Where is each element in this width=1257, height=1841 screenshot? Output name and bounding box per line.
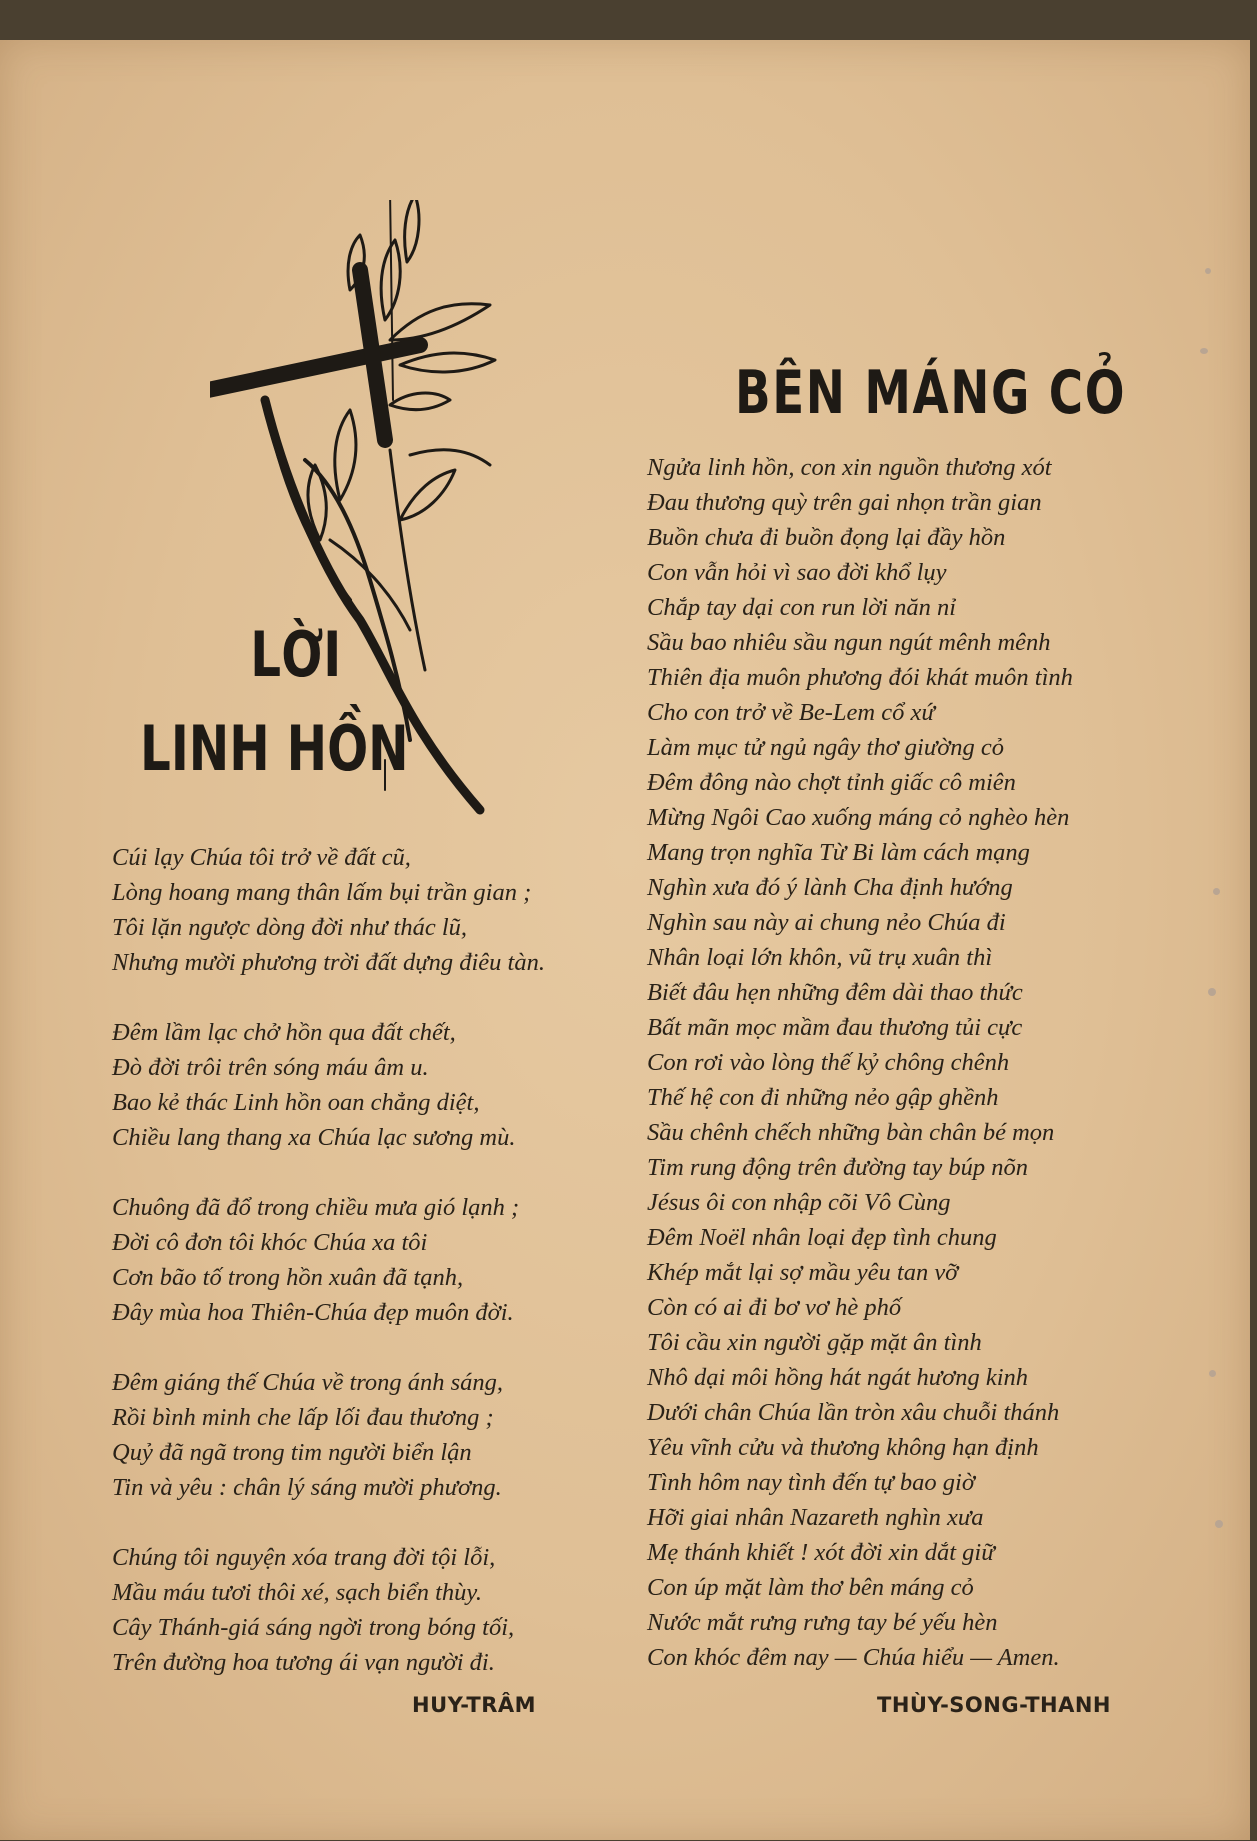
left-poem-title-line2: LINH HỒN	[140, 712, 409, 785]
poem-line: Đêm lầm lạc chở hồn qua đất chết,	[112, 1019, 456, 1046]
poem-line: Bao kẻ thác Linh hồn oan chẳng diệt,	[112, 1089, 480, 1116]
stanza	[112, 1190, 622, 1330]
poem-line: Chắp tay dại con run lời năn nỉ	[647, 594, 957, 621]
poem-line: Đò đời trôi trên sóng máu âm u.	[112, 1054, 429, 1081]
poem-line: Bất mãn mọc mầm đau thương tủi cực	[647, 1014, 1023, 1041]
stanza	[112, 840, 622, 980]
left-poem-author: HUY-TRÂM	[412, 1693, 537, 1717]
right-poem-title: BÊN MÁNG CỎ	[735, 358, 1127, 428]
left-poem-title	[140, 615, 409, 789]
poem-line: Cây Thánh-giá sáng ngời trong bóng tối,	[112, 1614, 515, 1641]
poem-line: Nghìn sau này ai chung nẻo Chúa đi	[647, 909, 1006, 936]
poem-line: Chuông đã đổ trong chiều mưa gió lạnh ;	[112, 1194, 520, 1221]
poem-line: Lòng hoang mang thân lấm bụi trần gian ;	[112, 879, 532, 906]
poem-line: Chiều lang thang xa Chúa lạc sương mù.	[112, 1124, 516, 1151]
poem-line: Quỷ đã ngã trong tim người biển lận	[112, 1439, 472, 1466]
poem-line: Thế hệ con đi những nẻo gập ghềnh	[647, 1084, 999, 1111]
poem-line: Mẹ thánh khiết ! xót đời xin dắt giữ	[647, 1539, 995, 1566]
poem-line: Nhân loại lớn khôn, vũ trụ xuân thì	[647, 944, 993, 971]
poem-line: Rồi bình minh che lấp lối đau thương ;	[112, 1404, 494, 1431]
poem-line: Nước mắt rưng rưng tay bé yếu hèn	[647, 1609, 998, 1636]
magazine-page	[0, 40, 1250, 1840]
poem-line: Đêm đông nào chợt tỉnh giấc cô miên	[647, 769, 1016, 796]
right-poem-body	[647, 450, 1167, 1675]
poem-line: Cúi lạy Chúa tôi trở về đất cũ,	[112, 844, 411, 871]
poem-line: Dưới chân Chúa lần tròn xâu chuỗi thánh	[647, 1399, 1060, 1426]
poem-line: Nhưng mười phương trời đất dựng điêu tàn.	[112, 949, 545, 976]
poem-line: Nhô dại môi hồng hát ngát hương kinh	[647, 1364, 1029, 1391]
right-poem-author: THÙY-SONG-THANH	[877, 1693, 1112, 1717]
poem-line: Sầu chênh chếch những bàn chân bé mọn	[647, 1119, 1055, 1146]
poem-line: Còn có ai đi bơ vơ hè phố	[647, 1294, 902, 1321]
poem-line: Mang trọn nghĩa Từ Bi làm cách mạng	[647, 839, 1030, 866]
poem-line: Biết đâu hẹn những đêm dài thao thức	[647, 979, 1023, 1006]
stanza	[112, 1015, 622, 1155]
paper-speck	[1213, 888, 1220, 895]
poem-line: Chúng tôi nguyện xóa trang đời tội lỗi,	[112, 1544, 496, 1571]
paper-speck	[1208, 988, 1216, 996]
poem-line: Mừng Ngôi Cao xuống máng cỏ nghèo hèn	[647, 804, 1070, 831]
stanza	[112, 1540, 622, 1680]
left-poem-title-line1: LỜI	[250, 618, 342, 691]
poem-line: Mầu máu tươi thôi xé, sạch biển thùy.	[112, 1579, 483, 1606]
poem-line: Tôi cầu xin người gặp mặt ân tình	[647, 1329, 982, 1356]
poem-line: Con vẫn hỏi vì sao đời khổ lụy	[647, 559, 947, 586]
paper-speck	[1209, 1370, 1216, 1377]
left-poem-body	[112, 840, 622, 1715]
paper-speck	[1215, 1520, 1223, 1528]
poem-line: Đau thương quỳ trên gai nhọn trần gian	[647, 489, 1042, 516]
poem-line: Làm mục tử ngủ ngây thơ giường cỏ	[647, 734, 1005, 761]
poem-line: Đêm Noël nhân loại đẹp tình chung	[647, 1224, 997, 1251]
poem-line: Đời cô đơn tôi khóc Chúa xa tôi	[112, 1229, 428, 1256]
poem-line: Buồn chưa đi buồn đọng lại đầy hồn	[647, 524, 1006, 551]
poem-line: Cho con trở về Be-Lem cổ xứ	[647, 699, 935, 726]
poem-line: Tình hôm nay tình đến tự bao giờ	[647, 1469, 975, 1496]
poem-line: Thiên địa muôn phương đói khát muôn tình	[647, 664, 1073, 691]
poem-line: Sầu bao nhiêu sầu ngun ngút mênh mênh	[647, 629, 1051, 656]
poem-line: Nghìn xưa đó ý lành Cha định hướng	[647, 874, 1013, 901]
poem-line: Đây mùa hoa Thiên-Chúa đẹp muôn đời.	[112, 1299, 514, 1326]
paper-speck	[1205, 268, 1211, 274]
poem-line: Tin và yêu : chân lý sáng mười phương.	[112, 1474, 502, 1501]
poem-line: Tim rung động trên đường tay búp nõn	[647, 1154, 1029, 1181]
poem-line: Tôi lặn ngược dòng đời như thác lũ,	[112, 914, 468, 941]
poem-line: Trên đường hoa tương ái vạn người đi.	[112, 1649, 495, 1676]
poem-line: Cơn bão tố trong hồn xuân đã tạnh,	[112, 1264, 464, 1291]
poem-line: Ngửa linh hồn, con xin nguồn thương xót	[647, 454, 1052, 481]
paper-speck	[1200, 348, 1208, 354]
poem-line: Con khóc đêm nay — Chúa hiểu — Amen.	[647, 1644, 1060, 1671]
poem-line: Khép mắt lại sợ mầu yêu tan vỡ	[647, 1259, 959, 1286]
poem-line: Con úp mặt làm thơ bên máng cỏ	[647, 1574, 974, 1601]
poem-line: Yêu vĩnh cửu và thương không hạn định	[647, 1434, 1039, 1461]
poem-line: Con rơi vào lòng thế kỷ chông chênh	[647, 1049, 1010, 1076]
stanza	[112, 1365, 622, 1505]
poem-line: Đêm giáng thế Chúa về trong ánh sáng,	[112, 1369, 504, 1396]
poem-line: Jésus ôi con nhập cõi Vô Cùng	[647, 1189, 951, 1216]
poem-line: Hỡi giai nhân Nazareth nghìn xưa	[647, 1504, 984, 1531]
